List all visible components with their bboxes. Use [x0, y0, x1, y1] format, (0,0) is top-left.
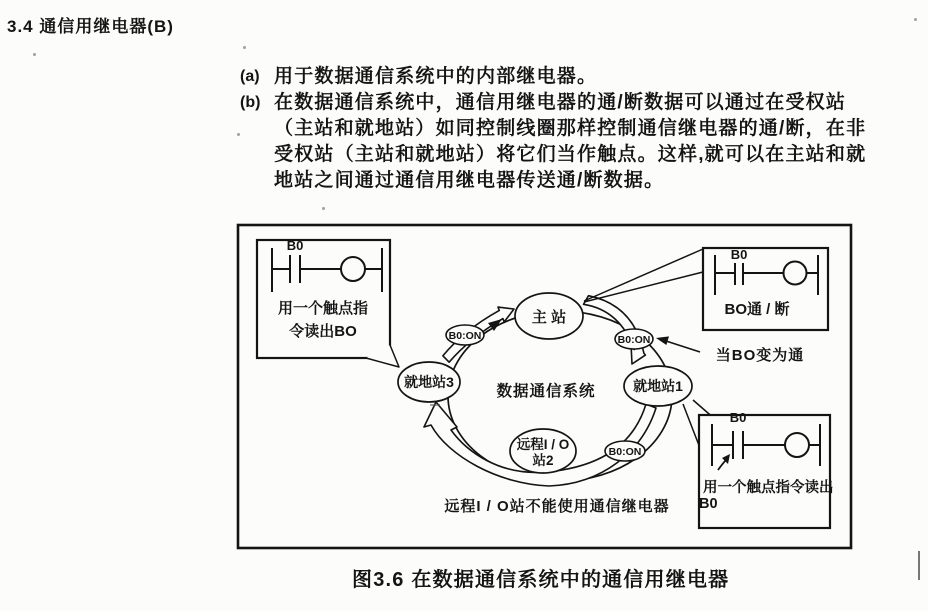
system-label: 数据通信系统	[496, 383, 596, 400]
callout-box-bottom-right	[699, 415, 830, 528]
callout-top-left-text2: 令读出BO	[289, 323, 357, 340]
local-station-3-label: 就地站3	[404, 374, 454, 390]
contact-label-bottom-right: B0	[729, 410, 747, 425]
remote-io-station-label-line1: 远程I / O	[516, 437, 570, 452]
scan-speck	[33, 53, 36, 56]
scan-speck	[237, 133, 240, 136]
item-b-text-line3: 受权站（主站和就地站）将它们当作触点。这样,就可以在主站和就	[274, 144, 867, 165]
b0-on-badge-left-label: B0:ON	[448, 330, 482, 342]
scan-edge-artifact	[918, 551, 920, 580]
scan-speck	[914, 18, 917, 21]
item-b-text-line2: （主站和就地站）如同控制线圈那样控制通信继电器的通/断，在非	[274, 118, 867, 139]
callout-box-top-left	[257, 240, 390, 358]
scan-speck	[322, 207, 325, 210]
b0-on-badge-bottom-label: B0:ON	[608, 446, 642, 458]
item-a-text: 用于数据通信系统中的内部继电器。	[274, 66, 598, 87]
callout-top-left-text1: 用一个触点指	[277, 300, 369, 317]
callout-top-right-text: BO通 / 断	[724, 301, 790, 318]
section-title: 3.4 通信用继电器(B)	[7, 17, 174, 36]
callout-bottom-right-text2: B0	[699, 496, 718, 512]
scan-speck	[243, 46, 246, 49]
bottom-note: 远程I / O站不能使用通信继电器	[444, 498, 670, 515]
contact-label-top-right: B0	[730, 247, 748, 262]
item-b-marker: (b)	[240, 94, 261, 111]
master-station-label: 主 站	[531, 309, 567, 326]
callout-bottom-right-text1: 用一个触点指令读出	[703, 480, 834, 496]
remote-io-station-label-line2: 站2	[532, 453, 554, 468]
item-b-text-line4: 地站之间通过通信用继电器传送通/断数据。	[274, 170, 665, 191]
figure-caption: 图3.6 在数据通信系统中的通信用继电器	[352, 569, 730, 591]
item-a-marker: (a)	[240, 68, 260, 85]
b0-on-badge-right-label: B0:ON	[617, 334, 651, 346]
contact-label-top-left: B0	[286, 238, 304, 253]
item-b-text-line1: 在数据通信系统中，通信用继电器的通/断数据可以通过在受权站	[274, 92, 847, 113]
local-station-1-label: 就地站1	[633, 378, 683, 394]
scan-speck	[430, 404, 440, 406]
right-note: 当BO变为通	[715, 347, 805, 364]
